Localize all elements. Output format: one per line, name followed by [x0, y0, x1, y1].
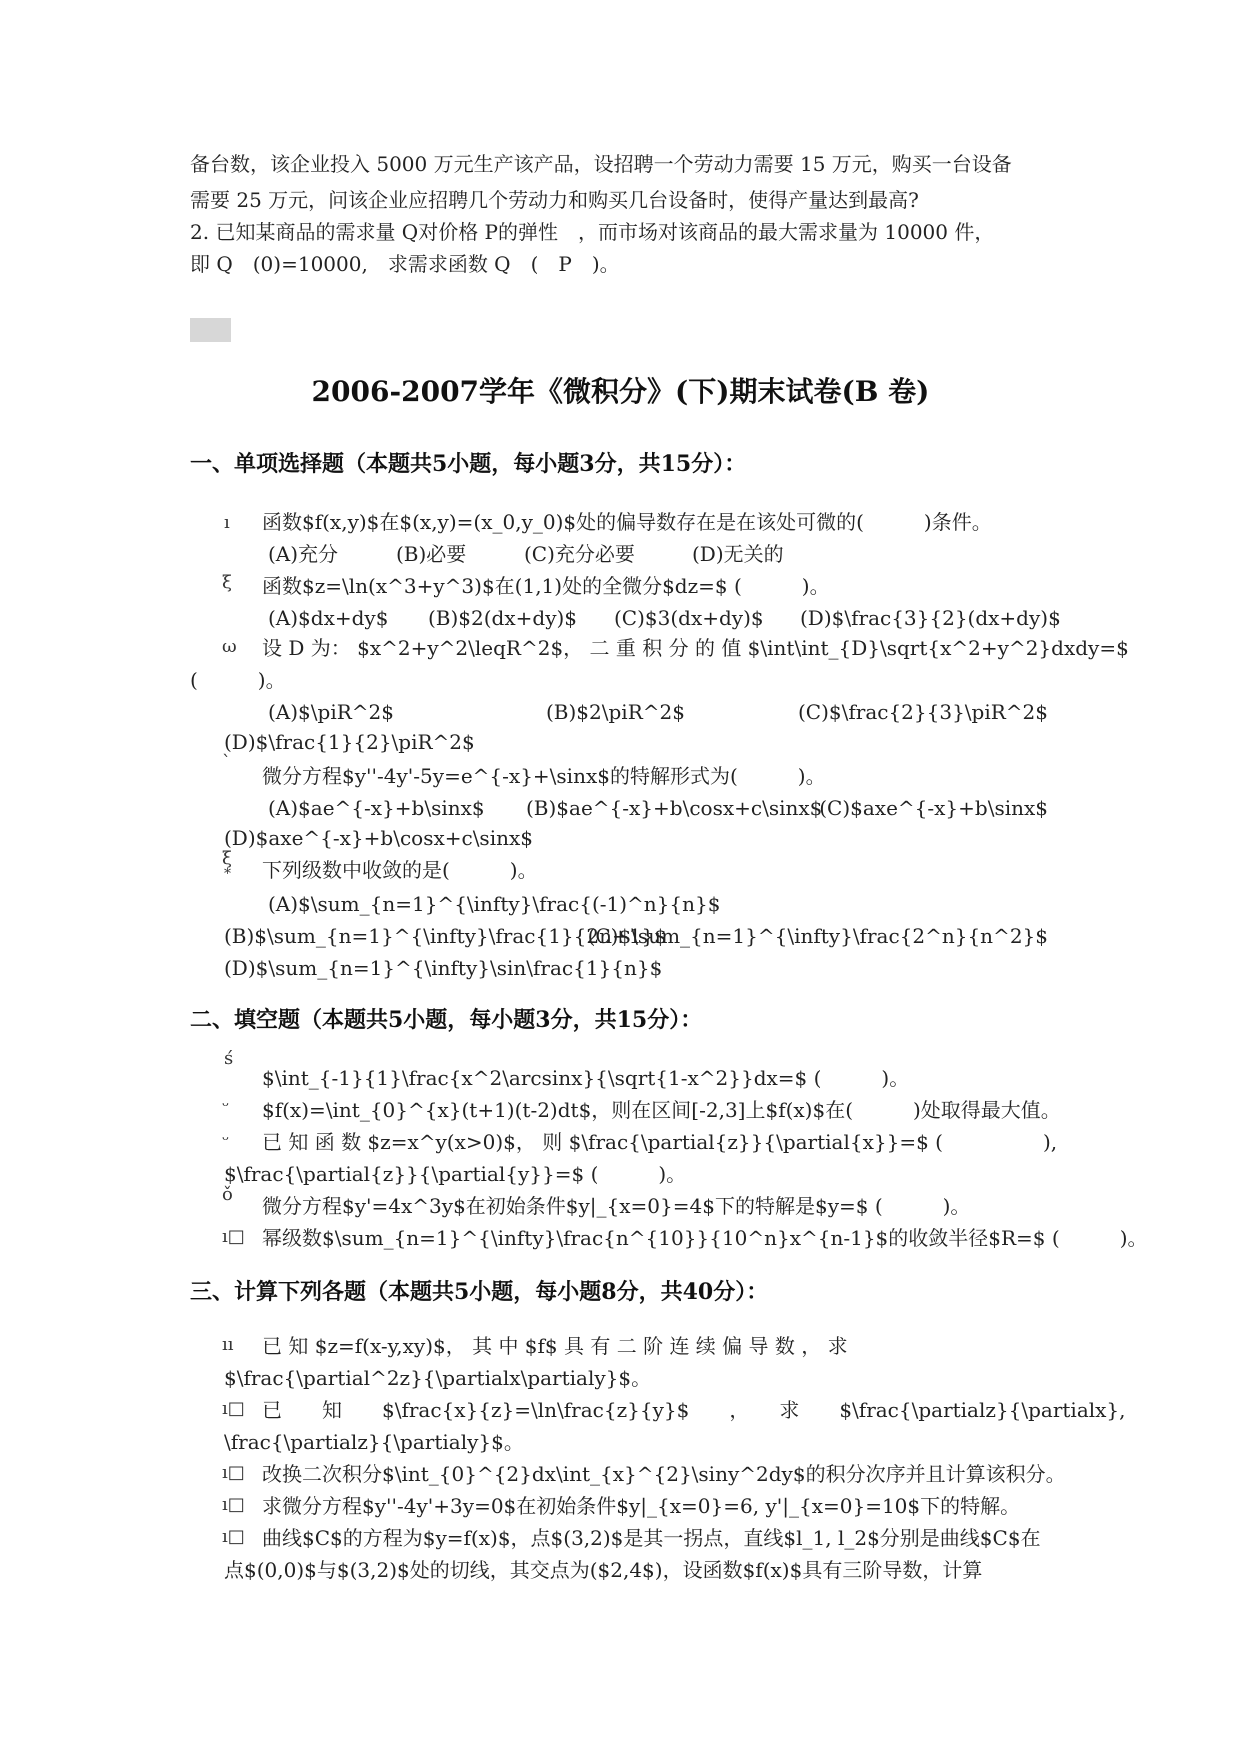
question-marker: ıı: [222, 1334, 234, 1355]
option-c: (C)充分必要: [524, 542, 635, 566]
question-marker: ı□: [222, 1526, 245, 1547]
question-marker: ś: [224, 1048, 234, 1069]
option-d: (D)无关的: [692, 542, 784, 566]
question-marker: ǒ: [222, 1184, 233, 1205]
question-marker: ı□: [222, 1462, 245, 1483]
question-marker: ξ: [222, 572, 232, 593]
question-marker: ı□: [222, 1398, 245, 1419]
intro-line-2: 需要 25 万元，问该企业应招聘几个劳动力和购买几台设备时，使得产量达到最高?: [190, 188, 919, 212]
option-b: (B)$ae^{-x}+b\cosx+c\sinx$: [526, 796, 823, 820]
option-d: (D)$\frac{1}{2}\piR^2$: [224, 730, 475, 754]
option-b: (B)$\sum_{n=1}^{\infty}\frac{1}{2n+1}$: [224, 924, 667, 948]
option-c: (C)$\frac{2}{3}\piR^2$: [797, 700, 1048, 724]
question-marker: ᵕ: [222, 1096, 229, 1117]
gray-placeholder-block: [190, 318, 231, 342]
fill-question-3-line-2: $\frac{\partial{z}}{\partial{y}}=$ ( )。: [224, 1162, 687, 1186]
section-heading-1: 一、单项选择题（本题共5小题，每小题3分，共15分）：: [190, 451, 747, 477]
mc-question-2: 函数$z=\ln(x^3+y^3)$在(1,1)处的全微分$dz=$ ( )。: [262, 574, 830, 598]
option-a: (A)$\piR^2$: [268, 700, 394, 724]
mc-question-5: 下列级数中收敛的是( )。: [262, 858, 538, 882]
fill-question-4: 微分方程$y'=4x^3y$在初始条件$y|_{x=0}=4$下的特解是$y=$ ( )。: [262, 1194, 971, 1218]
calc-question-2-line-1: 已 知 $\frac{x}{z}=\ln\frac{z}{y}$ ， 求 $\frac{\partialz}{\partialx},: [262, 1398, 1126, 1422]
question-marker: ı□: [222, 1494, 245, 1515]
intro-line-1: 备台数，该企业投入 5000 万元生产该产品，设招聘一个劳动力需要 15 万元，购买一台设备: [190, 152, 1012, 176]
question-marker: ı□: [222, 1226, 245, 1247]
option-a: (A)$ae^{-x}+b\sinx$: [268, 796, 485, 820]
exam-title: 2006-2007学年《微积分》(下)期末试卷(B 卷): [311, 375, 930, 408]
section-heading-2: 二、填空题（本题共5小题，每小题3分，共15分）：: [190, 1007, 703, 1033]
mc-question-4: 微分方程$y''-4y'-5y=e^{-x}+\sinx$的特解形式为( )。: [262, 764, 826, 788]
question-marker: ı: [224, 512, 230, 533]
option-c: (C)$axe^{-x}+b\sinx$: [819, 796, 1048, 820]
fill-question-1: $\int_{-1}{1}\frac{x^2\arcsinx}{\sqrt{1-x^2}}dx=$ ( )。: [262, 1066, 910, 1090]
fill-question-5: 幂级数$\sum_{n=1}^{\infty}\frac{n^{10}}{10^n}x^{n-1}$的收敛半径$R=$ ( )。: [262, 1226, 1148, 1250]
option-a: (A)充分: [268, 542, 339, 566]
fill-question-2: $f(x)=\int_{0}^{x}(t+1)(t-2)dt$，则在区间[-2,3]上$f(x)$在( )处取得最大值。: [262, 1098, 1061, 1122]
mc-question-3-line-1: 设 D 为： $x^2+y^2\leqR^2$， 二 重 积 分 的 值 $\int\int_{D}\sqrt{x^2+y^2}dxdy=$: [262, 636, 1129, 660]
fill-question-3-line-1: 已 知 函 数 $z=x^y(x>0)$， 则 $\frac{\partial{z}}{\partial{x}}=$ ( ),: [262, 1130, 1058, 1154]
question-marker: ω: [222, 636, 237, 657]
option-a: (A)$\sum_{n=1}^{\infty}\frac{(-1)^n}{n}$: [268, 892, 721, 916]
option-a: (A)$dx+dy$: [268, 606, 389, 630]
calc-question-1-line-1: 已 知 $z=f(x-y,xy)$， 其 中 $f$ 具 有 二 阶 连 续 偏 导 数 ， 求: [262, 1334, 848, 1358]
option-c: (C)$3(dx+dy)$: [614, 606, 764, 630]
question-marker: *: [224, 866, 231, 882]
question-marker: `: [222, 752, 231, 773]
calc-question-5-line-2: 点$(0,0)$与$(3,2)$处的切线，其交点为($2,4$)，设函数$f(x)$具有三阶导数，计算: [224, 1558, 983, 1582]
mc-question-3-line-2: ( )。: [190, 668, 286, 692]
option-b: (B)$2(dx+dy)$: [428, 606, 578, 630]
calc-question-4: 求微分方程$y''-4y'+3y=0$在初始条件$y|_{x=0}=6, y'|_{x=0}=10$下的特解。: [262, 1494, 1021, 1518]
option-d: (D)$\frac{3}{2}(dx+dy)$: [800, 606, 1061, 630]
calc-question-5-line-1: 曲线$C$的方程为$y=f(x)$，点$(3,2)$是其一拐点，直线$l_1, l_2$分别是曲线$C$在: [262, 1526, 1041, 1550]
mc-question-1: 函数$f(x,y)$在$(x,y)=(x_0,y_0)$处的偏导数存在是在该处可微的( )条件。: [262, 510, 992, 534]
option-c: (C)$\sum_{n=1}^{\infty}\frac{2^n}{n^2}$: [587, 924, 1048, 948]
calc-question-3: 改换二次积分$\int_{0}^{2}dx\int_{x}^{2}\siny^2dy$的积分次序并且计算该积分。: [262, 1462, 1066, 1486]
option-d: (D)$\sum_{n=1}^{\infty}\sin\frac{1}{n}$: [224, 956, 663, 980]
option-d: (D)$axe^{-x}+b\cosx+c\sinx$: [224, 826, 533, 850]
question-marker: ξ: [222, 848, 232, 869]
question-marker: ᵕ: [222, 1130, 229, 1151]
calc-question-1-line-2: $\frac{\partial^2z}{\partialx\partialy}$。: [224, 1366, 652, 1390]
section-heading-3: 三、计算下列各题（本题共5小题，每小题8分，共40分）：: [190, 1279, 769, 1305]
intro-line-3: 2. 已知某商品的需求量 Q对价格 P的弹性 ，而市场对该商品的最大需求量为 10000 件，: [190, 220, 995, 244]
option-b: (B)$2\piR^2$: [546, 700, 685, 724]
calc-question-2-line-2: \frac{\partialz}{\partialy}$。: [224, 1430, 524, 1454]
option-b: (B)必要: [396, 542, 467, 566]
intro-line-4: 即 Q (0)=10000, 求需求函数 Q ( P )。: [190, 252, 620, 276]
